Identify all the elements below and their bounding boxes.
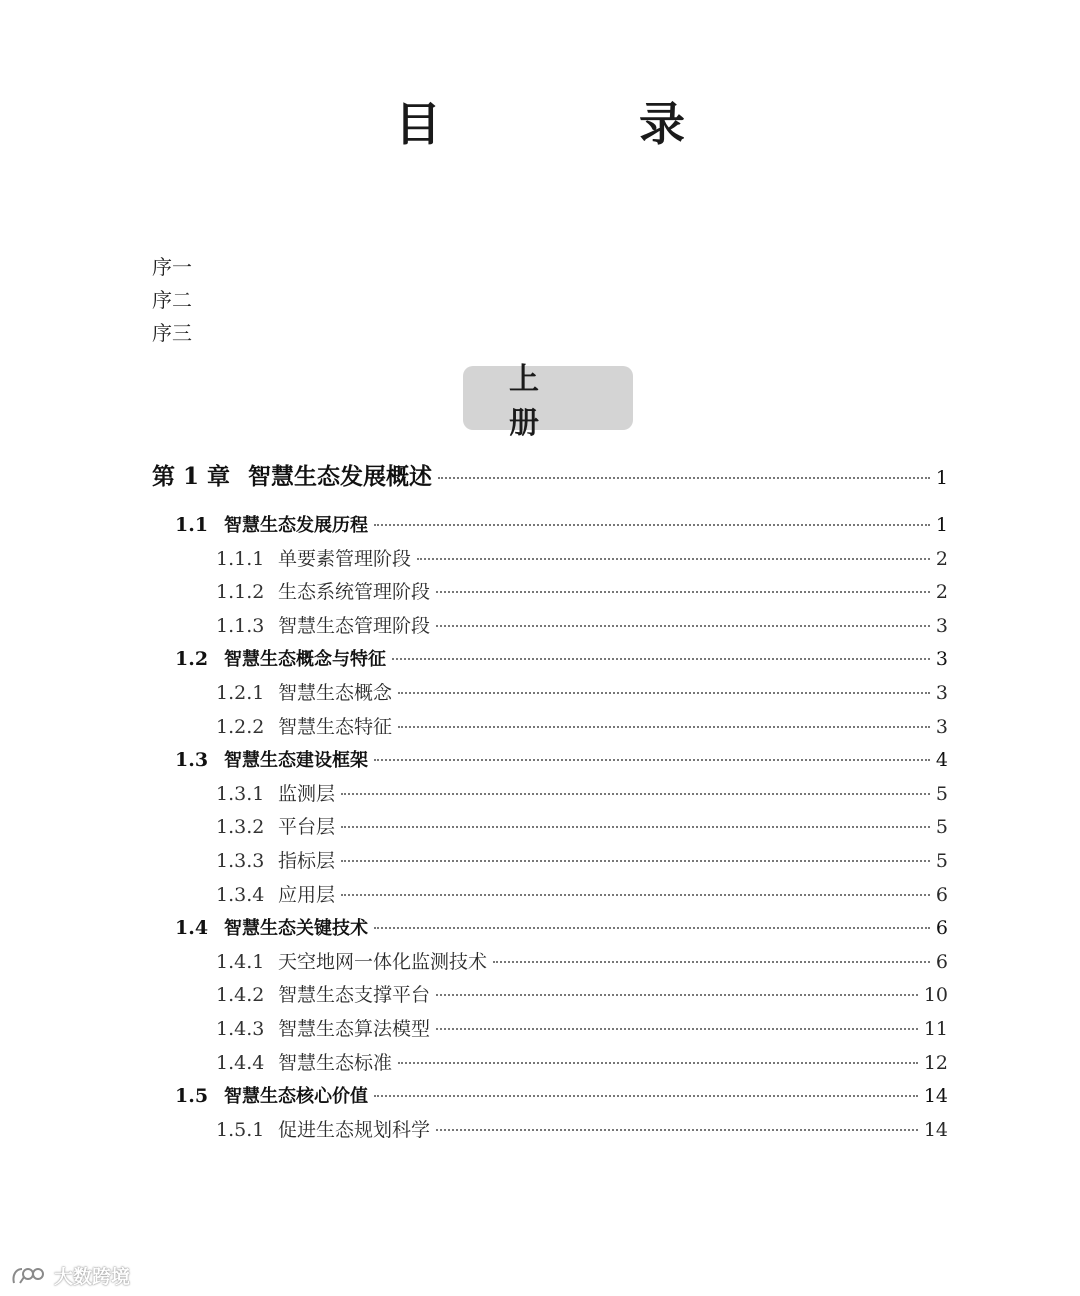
page-number: 6	[935, 950, 948, 973]
dot-leader	[436, 994, 918, 996]
page-number: 10	[923, 984, 948, 1007]
dot-leader	[374, 1095, 918, 1097]
subsection-number: 1.3.1	[216, 782, 265, 805]
page-number: 12	[923, 1051, 948, 1074]
dot-leader	[341, 826, 930, 828]
subsection-title: 智慧生态支撑平台	[278, 984, 431, 1007]
toc-subsection-row[interactable]	[152, 1047, 948, 1081]
dot-leader	[341, 894, 930, 896]
toc-subsection-row[interactable]	[152, 778, 948, 812]
subsection-number: 1.4.2	[216, 984, 265, 1007]
toc-section-row[interactable]	[152, 1080, 948, 1114]
subsection-title: 智慧生态算法模型	[278, 1017, 431, 1040]
chapter-number: 第 1 章	[152, 463, 231, 490]
subsection-title: 促进生态规划科学	[278, 1118, 431, 1141]
dot-leader	[392, 658, 930, 660]
section-number: 1.4	[175, 917, 209, 940]
dot-leader	[438, 477, 930, 479]
subsection-title: 智慧生态管理阶段	[278, 614, 431, 637]
subsection-title: 智慧生态概念	[278, 681, 393, 704]
section-title: 智慧生态概念与特征	[224, 649, 386, 671]
preface-item[interactable]: 序三	[152, 321, 192, 345]
logo-icon	[10, 1265, 50, 1287]
toc-subsection-row[interactable]	[152, 845, 948, 879]
preface-list	[152, 251, 192, 350]
subsection-title: 监测层	[278, 782, 336, 805]
dot-leader	[436, 591, 930, 593]
toc-subsection-row[interactable]	[152, 610, 948, 644]
toc-subsection-row[interactable]	[152, 811, 948, 845]
dot-leader	[398, 692, 930, 694]
toc-subsection-row[interactable]	[152, 879, 948, 913]
subsection-number: 1.1.3	[216, 614, 265, 637]
page-number: 2	[935, 581, 948, 604]
chapter-title: 智慧生态发展概述	[248, 463, 432, 490]
dot-leader	[374, 524, 930, 526]
subsection-number: 1.4.3	[216, 1017, 265, 1040]
page-number: 6	[935, 883, 948, 906]
volume-badge: 上 册	[463, 366, 633, 430]
toc-entries	[152, 509, 948, 1147]
watermark	[10, 1262, 130, 1289]
dot-leader	[436, 1129, 918, 1131]
toc-subsection-row[interactable]	[152, 711, 948, 745]
dot-leader	[417, 558, 930, 560]
subsection-number: 1.3.4	[216, 883, 265, 906]
toc-section-row[interactable]	[152, 509, 948, 543]
dot-leader	[341, 860, 930, 862]
subsection-number: 1.2.2	[216, 715, 265, 738]
subsection-title: 智慧生态标准	[278, 1051, 393, 1074]
subsection-number: 1.1.1	[216, 547, 265, 570]
toc-subsection-row[interactable]	[152, 946, 948, 980]
subsection-number: 1.4.4	[216, 1051, 265, 1074]
page-number: 11	[923, 1017, 948, 1040]
page-number: 5	[935, 849, 948, 872]
page-number: 6	[935, 917, 948, 940]
subsection-title: 指标层	[278, 849, 336, 872]
dot-leader	[436, 625, 930, 627]
toc-section-row[interactable]	[152, 744, 948, 778]
section-number: 1.3	[175, 749, 209, 772]
subsection-number: 1.2.1	[216, 681, 265, 704]
dot-leader	[493, 961, 930, 963]
toc-subsection-row[interactable]	[152, 1013, 948, 1047]
page-number: 4	[935, 749, 948, 772]
dot-leader	[341, 793, 930, 795]
dot-leader	[374, 759, 930, 761]
page-number: 3	[935, 614, 948, 637]
section-number: 1.2	[175, 648, 209, 671]
preface-item[interactable]: 序一	[152, 255, 192, 279]
page-number: 14	[923, 1085, 948, 1108]
table-of-contents	[152, 458, 948, 1147]
subsection-title: 平台层	[278, 816, 336, 839]
toc-subsection-row[interactable]	[152, 576, 948, 610]
subsection-number: 1.5.1	[216, 1118, 265, 1141]
section-number: 1.5	[175, 1085, 209, 1108]
toc-subsection-row[interactable]	[152, 677, 948, 711]
section-title: 智慧生态建设框架	[224, 750, 368, 772]
toc-chapter-row[interactable]	[152, 458, 948, 495]
subsection-number: 1.3.3	[216, 849, 265, 872]
toc-section-row[interactable]	[152, 912, 948, 946]
subsection-title: 应用层	[278, 883, 336, 906]
section-number: 1.1	[175, 514, 209, 536]
page-number: 1	[935, 514, 948, 536]
page-number: 5	[935, 816, 948, 839]
dot-leader	[374, 927, 930, 929]
toc-subsection-row[interactable]	[152, 979, 948, 1013]
page-title: 目 录	[395, 97, 761, 151]
dot-leader	[436, 1028, 918, 1030]
subsection-number: 1.3.2	[216, 816, 265, 839]
subsection-number: 1.4.1	[216, 950, 265, 973]
page-number: 3	[935, 681, 948, 704]
subsection-number: 1.1.2	[216, 581, 265, 604]
page-number: 3	[935, 648, 948, 671]
toc-subsection-row[interactable]	[152, 1114, 948, 1148]
page-number: 1	[935, 467, 948, 489]
subsection-title: 天空地网一体化监测技术	[278, 950, 488, 973]
subsection-title: 生态系统管理阶段	[278, 581, 431, 604]
section-title: 智慧生态关键技术	[224, 918, 368, 940]
subsection-title: 智慧生态特征	[278, 715, 393, 738]
subsection-title: 单要素管理阶段	[278, 547, 412, 570]
preface-item[interactable]: 序二	[152, 288, 192, 312]
toc-subsection-row[interactable]	[152, 543, 948, 577]
page-number: 14	[923, 1118, 948, 1141]
section-title: 智慧生态发展历程	[224, 515, 368, 536]
watermark-text: 大数跨境	[54, 1266, 131, 1288]
page-number: 3	[935, 715, 948, 738]
page-number: 2	[935, 547, 948, 570]
page-number: 5	[935, 782, 948, 805]
dot-leader	[398, 726, 930, 728]
toc-section-row[interactable]	[152, 643, 948, 677]
dot-leader	[398, 1062, 918, 1064]
section-title: 智慧生态核心价值	[224, 1086, 368, 1108]
